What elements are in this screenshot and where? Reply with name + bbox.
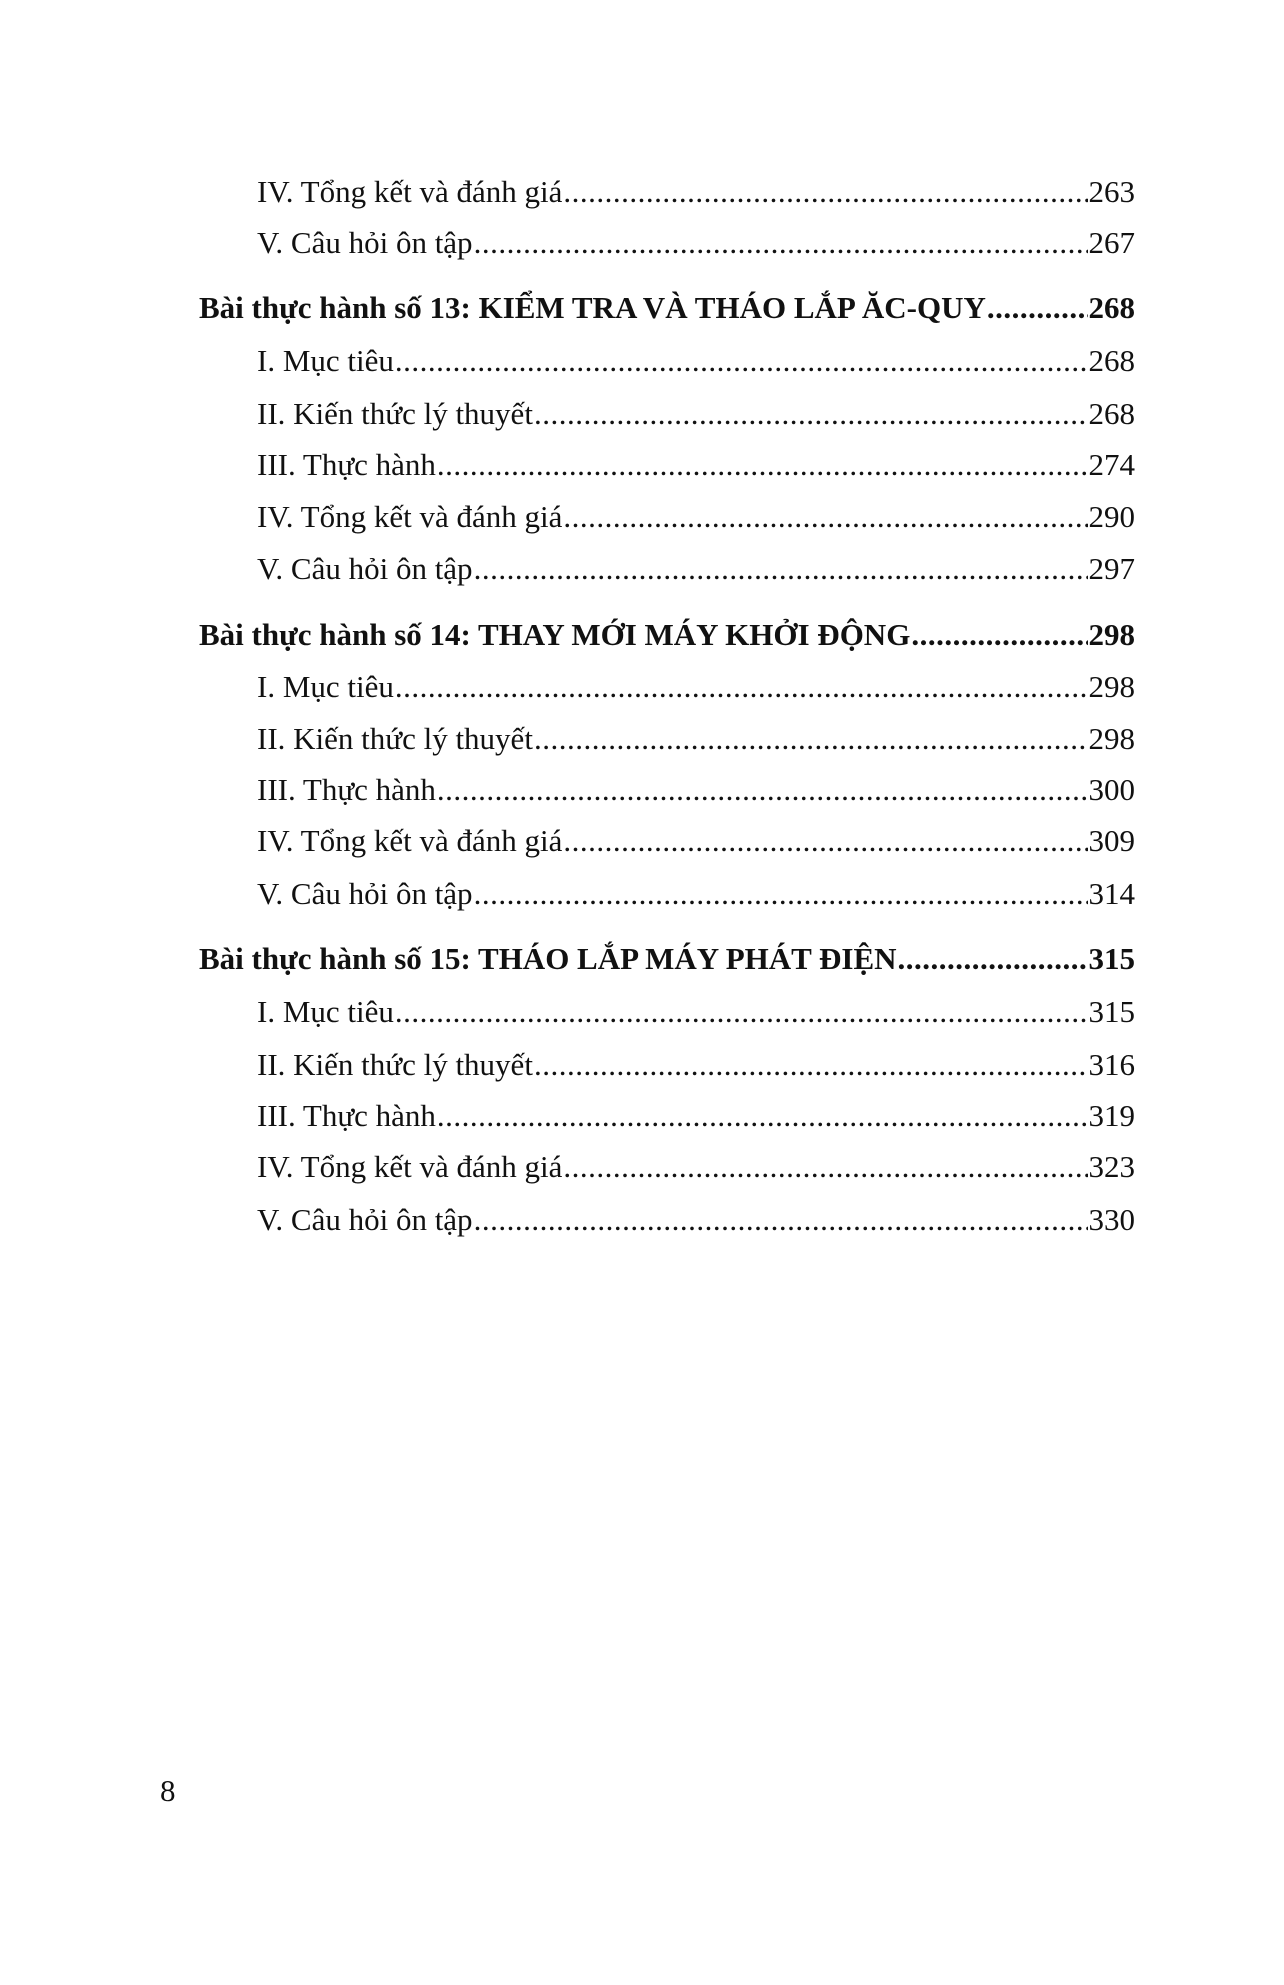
dot-leader — [534, 1045, 1088, 1085]
dot-leader — [474, 223, 1088, 263]
dot-leader — [534, 719, 1088, 759]
toc-section-entry — [257, 770, 1135, 810]
toc-entry-page: 330 — [1088, 1202, 1135, 1237]
dot-leader — [534, 394, 1088, 434]
dot-leader — [437, 770, 1088, 810]
toc-entry-page: 290 — [1088, 499, 1135, 534]
toc-entry-page: 268 — [1088, 290, 1135, 325]
toc-entry-title: Bài thực hành số 14: THAY MỚI MÁY KHỞI ĐỘNG — [199, 617, 911, 652]
toc-entry-page: 267 — [1088, 225, 1135, 260]
toc-entry-page: 316 — [1088, 1047, 1135, 1082]
toc-section-entry — [257, 549, 1135, 589]
dot-leader — [474, 1200, 1088, 1240]
toc-entry-title: I. Mục tiêu — [257, 343, 394, 378]
toc-entry-page: 298 — [1088, 669, 1135, 704]
toc-section-entry — [257, 992, 1135, 1032]
dot-leader — [563, 497, 1087, 537]
page-number: 8 — [160, 1773, 176, 1808]
toc-entry-title: I. Mục tiêu — [257, 994, 394, 1029]
toc-section-entry — [257, 172, 1135, 212]
dot-leader — [437, 445, 1088, 485]
toc-entry-page: 268 — [1088, 396, 1135, 431]
toc-entry-title: I. Mục tiêu — [257, 669, 394, 704]
toc-entry-page: 297 — [1088, 551, 1135, 586]
toc-chapter-entry — [199, 615, 1135, 655]
toc-entry-title: V. Câu hỏi ôn tập — [257, 225, 473, 260]
toc-entry-title: II. Kiến thức lý thuyết — [257, 721, 533, 756]
dot-leader — [437, 1096, 1088, 1136]
toc-entry-page: 309 — [1088, 823, 1135, 858]
dot-leader — [563, 821, 1087, 861]
toc-entry-title: IV. Tổng kết và đánh giá — [257, 174, 563, 209]
toc-entry-page: 274 — [1088, 447, 1135, 482]
toc-section-entry — [257, 497, 1135, 537]
toc-entry-page: 314 — [1088, 876, 1135, 911]
toc-section-entry — [257, 341, 1135, 381]
toc-entry-title: II. Kiến thức lý thuyết — [257, 1047, 533, 1082]
dot-leader — [911, 615, 1087, 655]
toc-entry-page: 300 — [1088, 772, 1135, 807]
toc-entry-title: V. Câu hỏi ôn tập — [257, 551, 473, 586]
toc-section-entry — [257, 1045, 1135, 1085]
dot-leader — [898, 939, 1088, 979]
toc-section-entry — [257, 821, 1135, 861]
dot-leader — [474, 874, 1088, 914]
dot-leader — [395, 992, 1088, 1032]
toc-section-entry — [257, 667, 1135, 707]
dot-leader — [563, 172, 1087, 212]
dot-leader — [563, 1147, 1087, 1187]
toc-entry-page: 298 — [1088, 617, 1135, 652]
toc-entry-page: 298 — [1088, 721, 1135, 756]
toc-entry-title: IV. Tổng kết và đánh giá — [257, 1149, 563, 1184]
toc-section-entry — [257, 394, 1135, 434]
toc-entry-title: V. Câu hỏi ôn tập — [257, 876, 473, 911]
toc-section-entry — [257, 1147, 1135, 1187]
toc-entry-page: 263 — [1088, 174, 1135, 209]
toc-entry-title: III. Thực hành — [257, 772, 436, 807]
toc-entry-page: 315 — [1088, 994, 1135, 1029]
toc-chapter-entry — [199, 288, 1135, 328]
toc-section-entry — [257, 719, 1135, 759]
toc-entry-title: III. Thực hành — [257, 1098, 436, 1133]
toc-entry-title: IV. Tổng kết và đánh giá — [257, 499, 563, 534]
toc-entry-page: 315 — [1088, 941, 1135, 976]
dot-leader — [395, 341, 1088, 381]
dot-leader — [987, 288, 1088, 328]
toc-entry-title: Bài thực hành số 15: THÁO LẮP MÁY PHÁT ĐIỆN — [199, 941, 897, 976]
dot-leader — [395, 667, 1088, 707]
dot-leader — [474, 549, 1088, 589]
toc-section-entry — [257, 874, 1135, 914]
toc-section-entry — [257, 223, 1135, 263]
toc-entry-page: 323 — [1088, 1149, 1135, 1184]
toc-entry-page: 268 — [1088, 343, 1135, 378]
toc-entry-title: IV. Tổng kết và đánh giá — [257, 823, 563, 858]
toc-entry-page: 319 — [1088, 1098, 1135, 1133]
toc-entry-title: II. Kiến thức lý thuyết — [257, 396, 533, 431]
toc-chapter-entry — [199, 939, 1135, 979]
toc-entry-title: V. Câu hỏi ôn tập — [257, 1202, 473, 1237]
toc-entry-title: Bài thực hành số 13: KIỂM TRA VÀ THÁO LẮP ĂC-QUY — [199, 290, 986, 325]
toc-section-entry — [257, 445, 1135, 485]
toc-entry-title: III. Thực hành — [257, 447, 436, 482]
toc-section-entry — [257, 1096, 1135, 1136]
toc-section-entry — [257, 1200, 1135, 1240]
